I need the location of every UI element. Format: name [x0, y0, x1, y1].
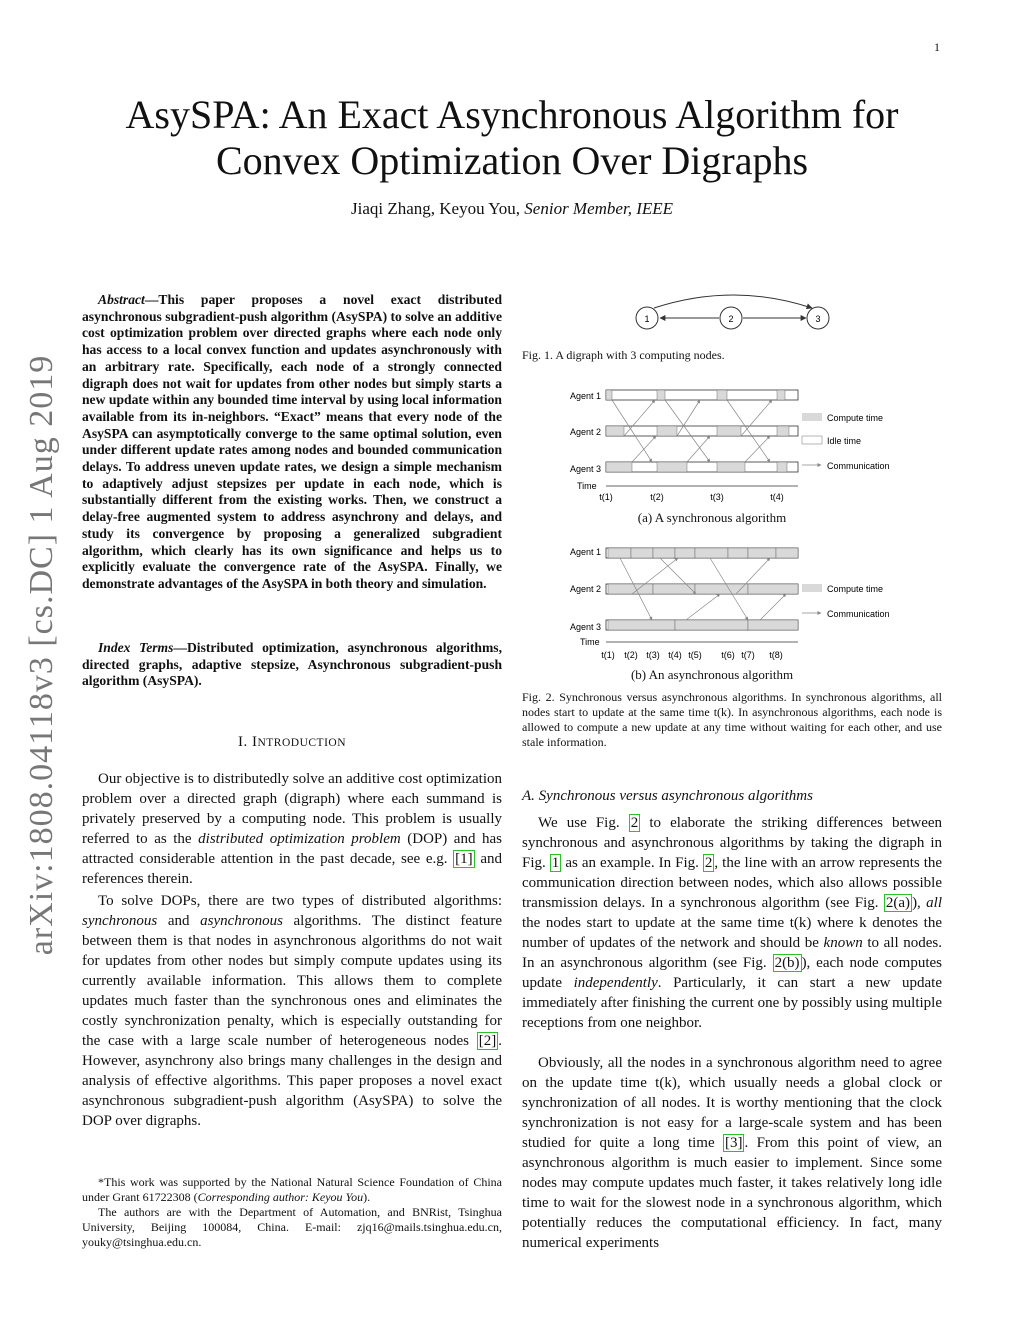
figure-2b-subcaption: (b) An asynchronous algorithm: [630, 667, 794, 682]
intro-p1-text-a: Our objective is to distributedly solve an additive cost optimization problem over a directed graph (digraph) where each summand is privately preserved by a computing node. This problem is usually referred to as the: [82, 771, 502, 847]
fig2b-tick-8: t(8): [769, 650, 783, 660]
fig2a-tick-3: t(3): [710, 492, 724, 502]
section-a-heading: A. Synchronous versus asynchronous algorithms: [522, 788, 813, 804]
intro-paragraph-2: [82, 891, 502, 1131]
fig2-link-second[interactable]: 2: [704, 855, 713, 871]
author-line: [0, 199, 1024, 219]
fig2a-lane-2: [606, 426, 798, 436]
fig2b-tick-2: t(2): [624, 650, 638, 660]
fig2b-tick-3: t(3): [646, 650, 660, 660]
title-line-2: Convex Optimization Over Digraphs: [215, 138, 809, 183]
arxiv-identifier: arXiv:1808.04118v3 [cs.DC] 1 Aug 2019: [23, 354, 60, 956]
fig2b-agent-3-label: Agent 3: [570, 622, 602, 632]
fig2a-compute-block: [606, 426, 624, 436]
fig2b-compute-block: [695, 584, 748, 594]
figure-2b-asynchronous: [560, 540, 910, 664]
sa-p1-em-known: known: [823, 935, 863, 951]
paper-title: [40, 92, 984, 184]
index-terms: [82, 640, 502, 690]
fig2a-communication-arrow: [687, 436, 710, 462]
intro-p1-emphasis: distributed optimization problem: [198, 831, 401, 847]
fig2a-compute-block: [657, 426, 677, 436]
fig2a-agent-2-label: Agent 2: [570, 427, 602, 437]
fig2b-link[interactable]: 2(b): [774, 955, 800, 971]
fig2b-compute-block: [695, 548, 728, 558]
fig2-link[interactable]: 2: [630, 815, 639, 831]
intro-heading-rest: NTRODUCTION: [257, 737, 347, 749]
figure-1-digraph: [622, 288, 842, 338]
footnotes: [82, 1175, 502, 1250]
intro-p2-text-b: algorithms. The distinct feature between them is that nodes in asynchronous algorithms do not wait for updates from other nodes but simply compute updates using its currently available information. This allows them to complete updates much faster than the synchronous ones and eliminates the costly synchronization penalty, which is especially outstanding for the case with a large scale number of heterogeneous nodes: [82, 913, 503, 1049]
figure-2-caption: Fig. 2. Synchronous versus asynchronous algorithms. In synchronous algorithms, all nodes start to update at the same time t(k). In asynchronous algorithms, each node is allowed to compute a new update at any time without waiting for each other, and use stale information.: [522, 690, 942, 749]
fig2b-compute-block: [653, 548, 675, 558]
fig2b-compute-block: [748, 620, 798, 630]
footnote-1-emphasis: Corresponding author: Keyou You: [197, 1190, 364, 1204]
footnote-1-text-a: *This work was supported by the National Natural Science Foundation of China under Grant 61722308 (: [82, 1175, 502, 1204]
figure-2a-synchronous: [560, 382, 910, 504]
fig2a-compute-block: [777, 426, 789, 436]
intro-p2-emphasis-2: asynchronous: [200, 913, 283, 929]
sa-p2-a: Obviously, all the nodes in a synchronous algorithm need to agree on the update time t(k), which usually needs a global clock or synchronization of all nodes. It is worthy mentioning that the clock synchronization is not easy for a large-scale system and has been studied for quite a long time: [522, 1055, 942, 1151]
fig2b-compute-block: [608, 584, 653, 594]
intro-paragraph-1: [82, 769, 502, 889]
footnote-1-text-b: ).: [363, 1190, 371, 1204]
intro-p2-and: and: [167, 913, 190, 929]
sa-p1-em-all: all: [926, 895, 943, 911]
intro-p2-text-c: . However, asynchrony also brings many challenges in the design and analysis of effective algorithms. This paper proposes a novel exact asynchronous subgradient-push algorithm (AsySPA) to solve the DOP over digraphs.: [82, 1033, 502, 1129]
fig2b-agent-1-label: Agent 1: [570, 547, 602, 557]
sa-p1-i: . Particularly, it can start a new update immediately after finishing the current one by possibly using multiple receptions from one neighbor.: [522, 975, 943, 1031]
fig2a-compute-block: [606, 390, 612, 400]
fig2b-legend-comm: Communication: [827, 609, 890, 619]
sa-p1-h: ), each node computes update: [522, 955, 943, 991]
author-names: Jiaqi Zhang, Keyou You,: [350, 199, 521, 218]
fig2a-tick-2: t(2): [650, 492, 664, 502]
fig2a-agent-3-label: Agent 3: [570, 464, 602, 474]
fig2a-agent-1-label: Agent 1: [570, 391, 602, 401]
fig2a-compute-block: [777, 390, 785, 400]
edge-1-to-3: [654, 295, 812, 308]
fig2b-compute-block: [748, 584, 798, 594]
intro-p2-text-a: To solve DOPs, there are two types of distributed algorithms:: [98, 893, 502, 909]
fig2a-communication-arrow: [632, 436, 656, 462]
intro-p1-text-c: and references therein.: [82, 851, 502, 887]
section-a-paragraph-1: [522, 813, 942, 1033]
introduction-heading: [82, 734, 502, 751]
fig2a-tick-4: t(4): [770, 492, 784, 502]
citation-link-2[interactable]: [2]: [478, 1033, 497, 1049]
index-terms-text: —Distributed optimization, asynchronous algorithms, directed graphs, adaptive stepsize, Asynchronous subgradient-push algorithm (AsySPA).: [82, 640, 502, 689]
fig2a-compute-block: [657, 390, 665, 400]
page-number: 1: [934, 40, 940, 54]
fig2b-time-label: Time: [580, 637, 600, 647]
sa-p1-c: as an example. In Fig.: [565, 855, 699, 871]
fig2a-lane-3: [606, 462, 798, 472]
fig2b-legend-compute-swatch: [802, 584, 822, 592]
arxiv-sidebar: [20, 355, 64, 955]
fig2b-tick-4: t(4): [668, 650, 682, 660]
fig2a-compute-block: [717, 390, 727, 400]
abstract-text: —This paper proposes a novel exact distributed asynchronous subgradient-push algorithm (AsySPA) to solve an additive cost optimization problem over directed graphs where each node only has access to a local convex function and updates asynchronously with an arbitrary rate. Specifically, each node of a strongly connected digraph does not wait for updates from other nodes but simply starts a new update within any bounded time interval by using local information available from its in-neighbors. “Exact” means that every node of the AsySPA can asymptotically converge to the same optimal solution, even under different update rates among nodes and bounded communication delays. To address uneven update rates, we design a simple mechanism to adaptively adjust stepsizes per update in each node, which is substantially different from the existing works. Then, we construct a delay-free augmented system to address asynchrony and delays, and study its convergence by proposing a generalized subgradient algorithm, which clearly has its own significance and helps us to explicitly evaluate the convergence rate of the AsySPA. Finally, we demonstrate advantages of the AsySPA in both theory and simulation.: [82, 292, 502, 591]
fig2a-compute-block: [657, 462, 687, 472]
intro-heading-initial: I: [251, 734, 258, 750]
fig2a-legend-idle: Idle time: [827, 436, 862, 446]
fig2a-legend-idle-swatch: [802, 436, 822, 444]
sa-p1-e: ),: [912, 895, 921, 911]
fig2b-compute-block: [631, 548, 653, 558]
fig2a-tick-1: t(1): [599, 492, 613, 502]
fig2b-compute-block: [653, 584, 695, 594]
citation-link-1[interactable]: [1]: [455, 851, 473, 867]
fig2b-tick-6: t(6): [721, 650, 735, 660]
fig2a-compute-block: [717, 426, 741, 436]
section-a-paragraph-2: [522, 1053, 942, 1253]
fig2a-time-label: Time: [577, 481, 597, 491]
intro-heading-number: I.: [237, 734, 248, 750]
node-3-label: 3: [815, 314, 821, 324]
figure-1-caption: Fig. 1. A digraph with 3 computing nodes.: [522, 348, 725, 362]
abstract-label: Abstract: [98, 292, 145, 307]
sa-p1-em-independently: independently: [573, 975, 658, 991]
index-terms-label: Index Terms: [98, 640, 174, 655]
fig2b-tick-1: t(1): [601, 650, 615, 660]
sa-p2-b: . From this point of view, an asynchronous algorithm is much easier to implement. Since some nodes may compute updates much faster, it takes relatively long idle time to wait for the slowest node in a synchronous algorithm, which potentially reduces the computational efficiency. In fact, many numerical experiments: [522, 1135, 942, 1251]
footnote-2: The authors are with the Department of Automation, and BNRist, Tsinghua University, Beijing 100084, China. E-mail: zjq16@mails.tsinghua.edu.cn, youky@tsinghua.edu.cn.: [82, 1205, 502, 1249]
fig2a-compute-block: [606, 462, 632, 472]
fig2a-link[interactable]: 2(a): [885, 895, 911, 911]
figure-2a-subcaption: (a) A synchronous algorithm: [637, 510, 787, 525]
sa-p1-f: the nodes start to update at the same time t(k) where k denotes the number of updates of the network and should be: [522, 915, 942, 951]
fig2b-communication-arrow: [760, 594, 786, 620]
fig2b-compute-block: [608, 548, 631, 558]
fig2b-compute-block: [675, 620, 748, 630]
abstract: [82, 292, 502, 593]
fig1-link[interactable]: 1: [551, 855, 560, 871]
fig2b-compute-block: [748, 548, 776, 558]
fig2a-legend-compute: Compute time: [827, 413, 884, 423]
sa-p1-g: to all nodes. In an asynchronous algorithm (see Fig.: [522, 935, 942, 971]
title-line-1: AsySPA: An Exact Asynchronous Algorithm for: [125, 92, 899, 137]
fig2b-communication-arrow: [686, 594, 720, 620]
fig2b-compute-block: [675, 548, 695, 558]
intro-p2-emphasis-1: synchronous: [82, 913, 158, 929]
node-2-label: 2: [728, 314, 734, 324]
fig2b-legend-compute: Compute time: [827, 584, 884, 594]
sa-p1-b: to elaborate the striking differences between synchronous and asynchronous algorithms by taking the digraph in Fig.: [522, 815, 943, 871]
fig2a-compute-block: [777, 462, 787, 472]
fig2a-lane-1: [606, 390, 798, 400]
node-1-label: 1: [644, 314, 650, 324]
fig2b-compute-block: [608, 620, 675, 630]
intro-p1-text-b: (DOP) and has attracted considerable attention in the past decade, see e.g.: [82, 831, 503, 867]
fig2a-compute-block: [717, 462, 745, 472]
fig2a-legend-comm: Communication: [827, 461, 890, 471]
fig2b-tick-7: t(7): [741, 650, 755, 660]
fig2b-tick-5: t(5): [688, 650, 702, 660]
fig2a-communication-arrow: [745, 436, 770, 462]
fig2a-legend-compute-swatch: [802, 413, 822, 421]
author-role: Senior Member, IEEE: [524, 199, 674, 218]
sa-p1-d: , the line with an arrow represents the communication direction between nodes, which also allows possible transmission delays. In a synchronous algorithm (see Fig.: [522, 855, 943, 911]
fig2b-compute-block: [728, 548, 748, 558]
fig2b-agent-2-label: Agent 2: [570, 584, 602, 594]
fig2b-compute-block: [776, 548, 798, 558]
citation-link-3[interactable]: [3]: [724, 1135, 743, 1151]
sa-p1-a: We use Fig.: [538, 815, 620, 831]
